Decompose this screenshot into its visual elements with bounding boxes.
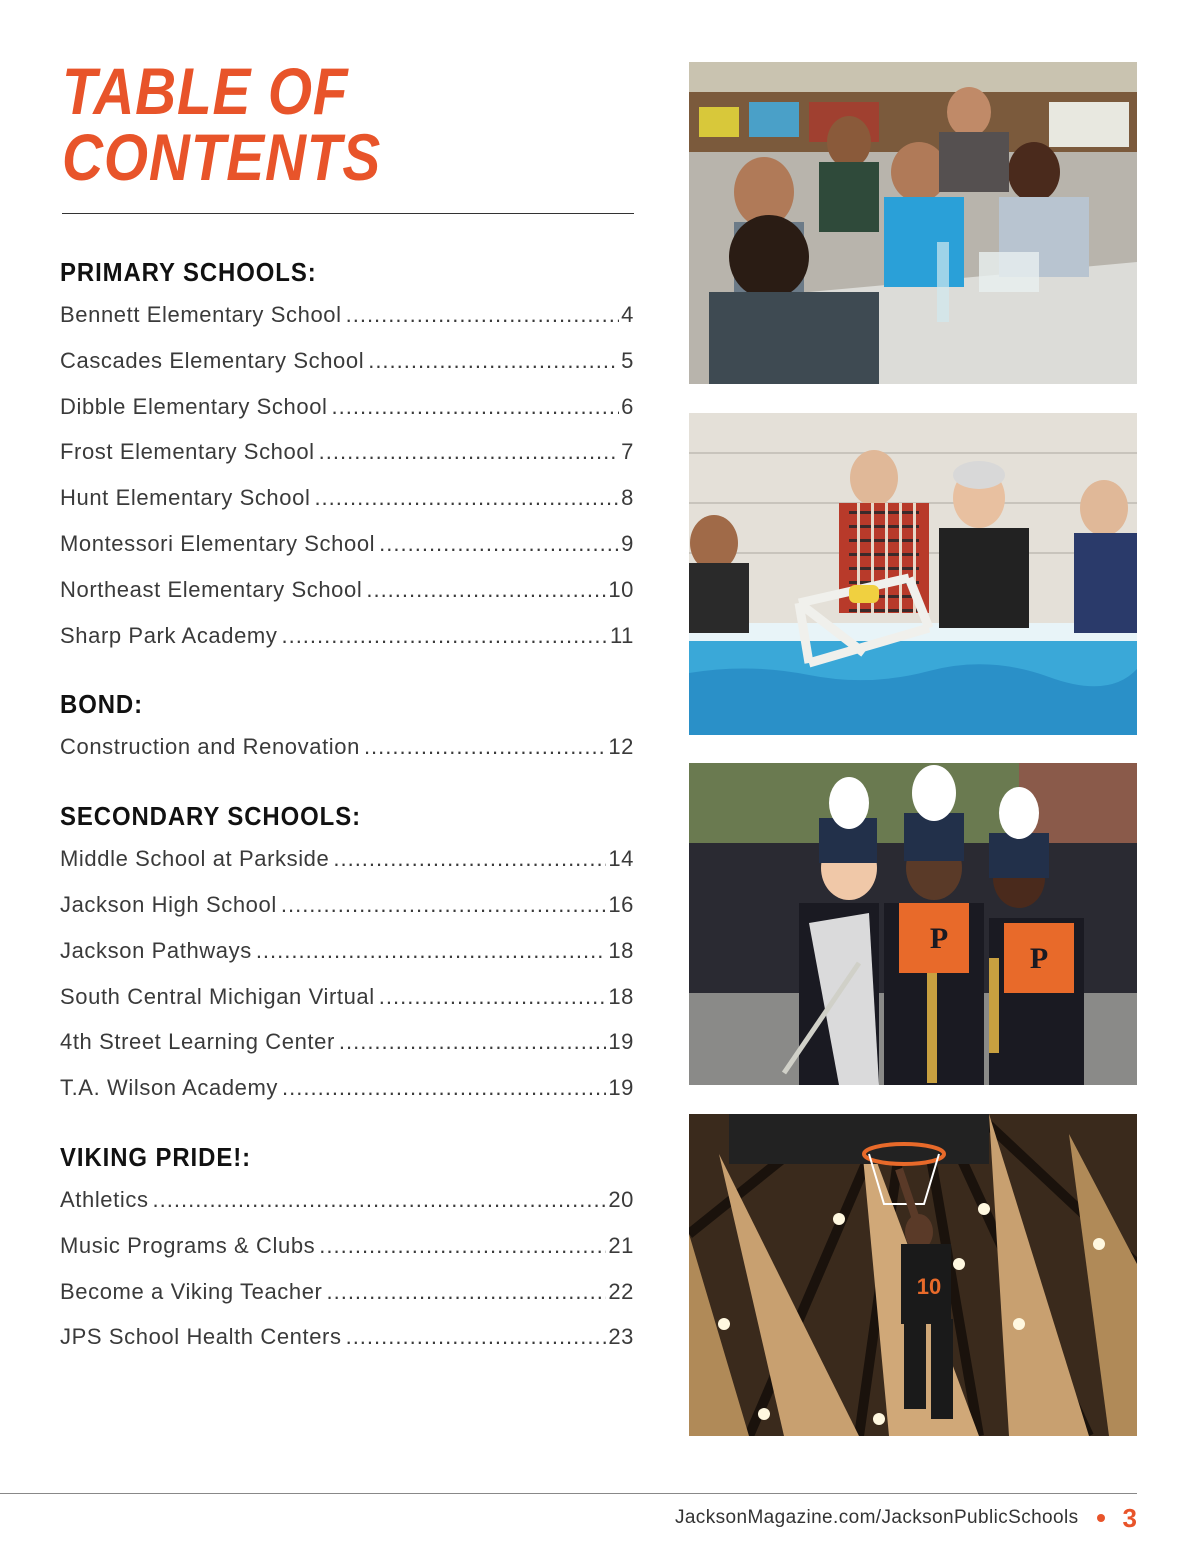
dot-leader: [281, 882, 606, 928]
section-viking-pride: [60, 1137, 634, 1360]
dot-leader: [314, 475, 619, 521]
toc-entry[interactable]: [60, 521, 634, 567]
title-line-2: CONTENTS: [62, 120, 382, 194]
entry-label: JPS School Health Centers: [60, 1324, 342, 1350]
svg-text:10: 10: [916, 1274, 942, 1299]
page-title: [62, 54, 382, 194]
toc-entry[interactable]: [60, 882, 634, 928]
entry-page: 4: [621, 302, 634, 327]
toc-entry[interactable]: [60, 836, 634, 882]
entry-page: 12: [608, 734, 634, 760]
entry-label: Frost Elementary School: [60, 439, 315, 465]
dot-leader: [368, 338, 619, 384]
table-of-contents: [60, 252, 634, 1360]
toc-entry[interactable]: [60, 384, 634, 430]
entry-page: 22: [608, 1278, 634, 1304]
entry-label: Construction and Renovation: [60, 734, 360, 760]
toc-entry[interactable]: [60, 928, 634, 974]
dot-leader: [333, 836, 606, 882]
toc-entry[interactable]: [60, 1269, 634, 1315]
dot-leader: [379, 521, 619, 567]
section-bond: [60, 684, 634, 770]
entry-label: Montessori Elementary School: [60, 530, 376, 556]
page-number: 3: [1122, 1502, 1137, 1533]
entry-page: 6: [621, 393, 634, 419]
entry-page: 11: [609, 622, 634, 648]
entry-page: 20: [608, 1186, 634, 1212]
entry-label: Jackson High School: [60, 891, 277, 917]
marching-band-photo: [689, 763, 1137, 1085]
dot-leader: [282, 1065, 606, 1111]
basketball-photo: [689, 1114, 1137, 1436]
entry-label: Northeast Elementary School: [60, 576, 363, 602]
entry-page: 9: [621, 530, 634, 556]
dot-leader: [346, 1314, 607, 1360]
entry-label: South Central Michigan Virtual: [60, 983, 375, 1009]
dot-leader: [153, 1177, 607, 1223]
entry-page: 7: [621, 439, 634, 465]
entry-label: Athletics: [60, 1186, 149, 1212]
entry-page: 23: [608, 1324, 634, 1350]
entry-page: 14: [608, 846, 634, 872]
toc-entry[interactable]: [60, 292, 634, 338]
entry-label: Middle School at Parkside: [60, 846, 330, 872]
entry-label: T.A. Wilson Academy: [60, 1075, 279, 1101]
section-heading: PRIMARY SCHOOLS:: [60, 257, 317, 287]
footer-url[interactable]: JacksonMagazine.com/JacksonPublicSchools: [674, 1507, 1079, 1528]
dot-leader: [326, 1269, 606, 1315]
entry-page: 18: [608, 983, 634, 1009]
entry-page: 19: [608, 1075, 634, 1101]
entry-label: Bennett Elementary School: [60, 302, 342, 327]
entry-page: 18: [608, 937, 634, 963]
entry-page: 16: [608, 891, 634, 917]
entry-label: Become a Viking Teacher: [60, 1278, 323, 1304]
dot-leader: [332, 384, 620, 430]
entry-label: Cascades Elementary School: [60, 347, 365, 373]
bullet-icon: [1097, 1514, 1105, 1522]
toc-entry[interactable]: [60, 974, 634, 1020]
toc-entry[interactable]: [60, 475, 634, 521]
entry-page: 19: [608, 1029, 634, 1055]
entry-label: Music Programs & Clubs: [60, 1232, 316, 1258]
toc-entry[interactable]: [60, 1314, 634, 1360]
entry-label: Hunt Elementary School: [60, 485, 311, 511]
section-heading: BOND:: [60, 689, 144, 720]
dot-leader: [339, 1019, 606, 1065]
entry-label: Dibble Elementary School: [60, 393, 328, 419]
svg-text:P: P: [929, 922, 949, 955]
entry-page: 5: [621, 347, 634, 373]
svg-text:P: P: [1029, 942, 1049, 975]
entry-page: 10: [608, 576, 634, 602]
section-primary-schools: [60, 252, 634, 658]
dot-leader: [281, 613, 607, 659]
dot-leader: [346, 292, 620, 338]
toc-entry[interactable]: [60, 338, 634, 384]
toc-entry[interactable]: [60, 613, 634, 659]
footer-divider: [0, 1493, 1137, 1494]
dot-leader: [319, 1223, 606, 1269]
title-line-1: TABLE OF: [62, 54, 349, 128]
toc-entry[interactable]: [60, 429, 634, 475]
dot-leader: [256, 928, 607, 974]
entry-label: Jackson Pathways: [60, 937, 252, 963]
entry-label: Sharp Park Academy: [60, 622, 278, 648]
section-heading: VIKING PRIDE!:: [60, 1141, 251, 1172]
robotics-photo: [689, 413, 1137, 735]
page-footer: [675, 1502, 1137, 1534]
dot-leader: [319, 429, 619, 475]
toc-entry[interactable]: [60, 1065, 634, 1111]
classroom-photo: [689, 62, 1137, 384]
toc-entry[interactable]: [60, 1177, 634, 1223]
toc-entry[interactable]: [60, 1223, 634, 1269]
entry-page: 8: [621, 485, 634, 511]
dot-leader: [379, 974, 607, 1020]
dot-leader: [364, 724, 606, 770]
title-divider: [62, 213, 634, 214]
toc-entry[interactable]: [60, 567, 634, 613]
entry-page: 21: [608, 1232, 634, 1258]
section-secondary-schools: [60, 796, 634, 1111]
toc-entry[interactable]: [60, 1019, 634, 1065]
section-heading: SECONDARY SCHOOLS:: [60, 801, 361, 832]
dot-leader: [366, 567, 606, 613]
toc-entry[interactable]: [60, 724, 634, 770]
entry-label: 4th Street Learning Center: [60, 1029, 335, 1055]
